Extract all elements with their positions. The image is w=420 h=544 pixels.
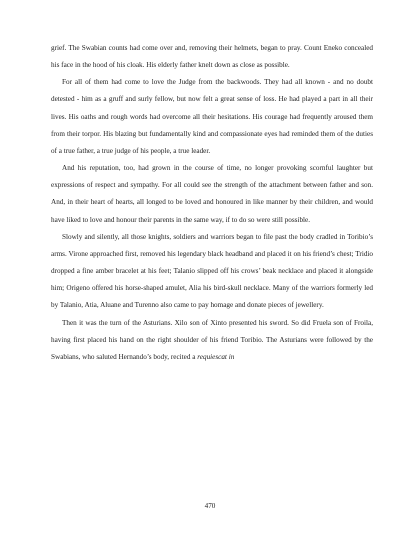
paragraph-continuation: grief. The Swabian counts had come over and, removing their helmets, began to pray. Count Eneko concealed his face in the hood of his cloak. His elderly father knelt down as close as possible. <box>51 44 373 70</box>
page-number: 470 <box>204 502 216 510</box>
body-text <box>51 40 373 366</box>
paragraph-asturians-text: Then it was the turn of the Asturians. Xilo son of Xinto presented his sword. So did Fruela son of Froila, having first placed his hand on the right shoulder of his friend Toribio. The Asturians were followed by the Swabians, who saluted Hernando’s body, recited a <box>51 318 373 361</box>
paragraph-reputation: And his reputation, too, had grown in the course of time, no longer provoking scornful laughter but expressions of respect and sympathy. For all could see the strength of the attachment between father and son. And, in their heart of hearts, all longed to be loved and honoured in like manner by their children, and would have liked to love and honour their parents in the same way, if to do so were still possible. <box>51 164 373 224</box>
paragraph-asturians <box>51 315 373 366</box>
paragraph-judge: For all of them had come to love the Judge from the backwoods. They had all known - and no doubt detested - him as a gruff and surly fellow, but now felt a great sense of loss. He had played a part in all their lives. His oaths and rough words had overcome all their hesitations. His courage had frequently aroused them from their torpor. His blazing but fundamentally kind and compassionate eyes had reminded them of the duties of a true father, a true judge of his people, a true leader. <box>51 78 373 155</box>
paragraph-homage: Slowly and silently, all those knights, soldiers and warriors began to file past the body cradled in Toribio’s arms. Virone approached first, removed his legendary black headband and placed it on his friend’s chest; Tridio dropped a fine amber bracelet at his feet; Talanio slipped off his crows’ beak necklace and placed it alongside him; Origeno offered his horse-shaped amulet, Alia his bird-skull necklace. Many of the warriors formerly led by Talanio, Atia, Aluane and Turenno also came to pay homage and donate pieces of jewellery. <box>51 232 373 310</box>
latin-phrase: requiescat in <box>197 352 235 361</box>
